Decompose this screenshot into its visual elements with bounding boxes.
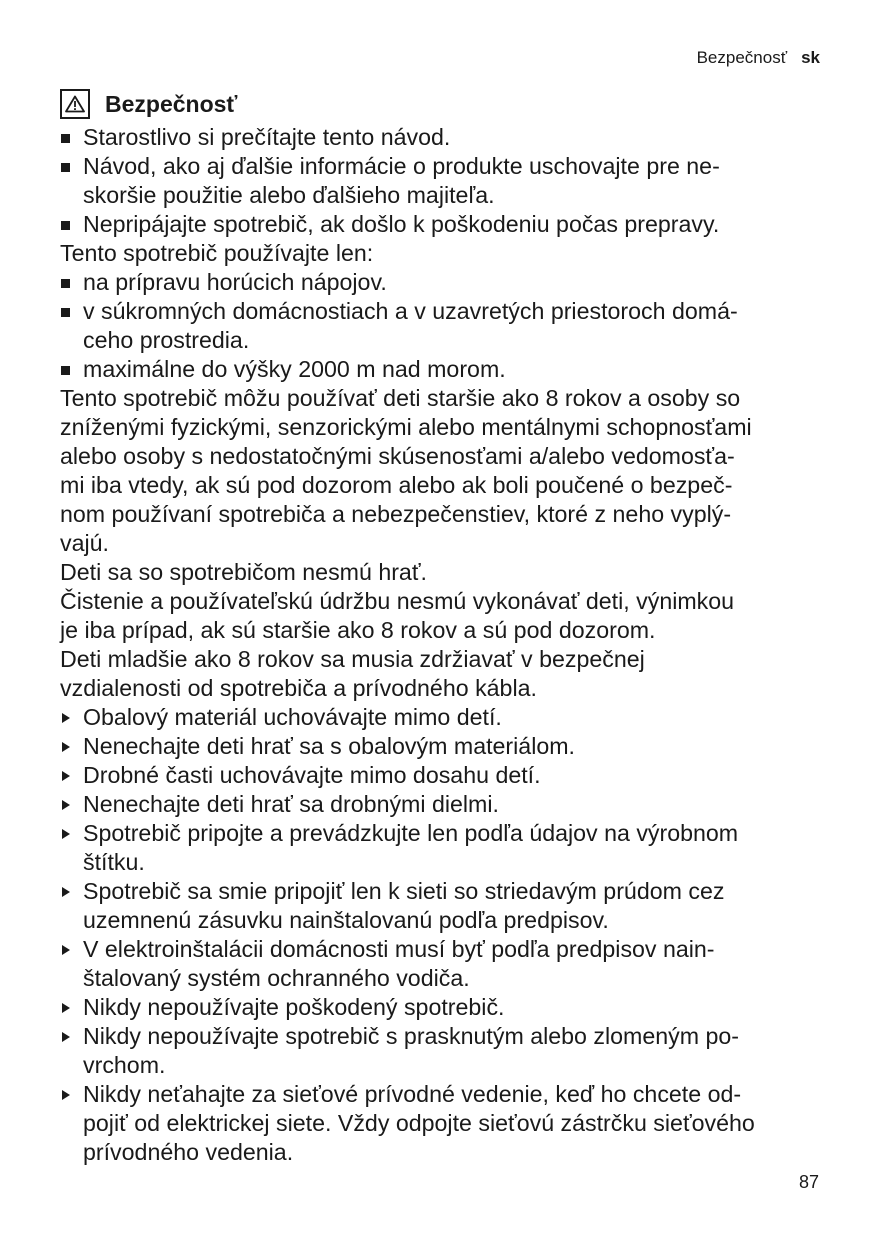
header-section-title: Bezpečnosť xyxy=(696,48,788,67)
arrow-bullet-icon xyxy=(62,713,70,723)
use-intro: Tento spotrebič používajte len: xyxy=(60,240,374,266)
text-line: nom používaní spotrebiča a nebezpečenstiev, ktoré z neho vyplý- xyxy=(60,501,732,527)
text-line: vrchom. xyxy=(83,1052,166,1078)
text-line: alebo osoby s nedostatočnými skúsenosťami a/alebo vedomosťa- xyxy=(60,443,735,469)
instruction-item xyxy=(60,703,830,732)
safety-bullets xyxy=(60,123,830,239)
instruction-list xyxy=(60,703,830,1167)
text-line: Nikdy nepoužívajte poškodený spotrebič. xyxy=(83,994,505,1020)
text-line: ceho prostredia. xyxy=(83,327,250,353)
bullet-item xyxy=(60,152,830,210)
arrow-bullet-icon xyxy=(62,1090,70,1100)
text-line: uzemnenú zásuvku nainštalovanú podľa predpisov. xyxy=(83,907,609,933)
arrow-bullet-icon xyxy=(62,742,70,752)
text-line: Nikdy nepoužívajte spotrebič s prasknutým alebo zlomeným po- xyxy=(83,1023,739,1049)
text-line: skoršie použitie alebo ďalšieho majiteľa. xyxy=(83,182,495,208)
text-line: v súkromných domácnostiach a v uzavretých priestoroch domá- xyxy=(83,298,738,324)
arrow-bullet-icon xyxy=(62,887,70,897)
text-line: Nenechajte deti hrať sa drobnými dielmi. xyxy=(83,791,499,817)
running-header xyxy=(697,47,820,69)
paragraph-play xyxy=(60,558,830,587)
text-line: Návod, ako aj ďalšie informácie o produkte uschovajte pre ne- xyxy=(83,153,720,179)
use-bullets xyxy=(60,268,830,384)
arrow-bullet-icon xyxy=(62,771,70,781)
text-line: Nenechajte deti hrať sa s obalovým materiálom. xyxy=(83,733,575,759)
bullet-item xyxy=(60,297,830,355)
text-line: zníženými fyzickými, senzorickými alebo mentálnymi schopnosťami xyxy=(60,414,752,440)
warning-triangle-icon xyxy=(60,89,90,119)
text-line: štítku. xyxy=(83,849,145,875)
text-line: Obalový materiál uchovávajte mimo detí. xyxy=(83,704,502,730)
instruction-item xyxy=(60,790,830,819)
instruction-item xyxy=(60,732,830,761)
header-language-code: sk xyxy=(801,48,820,67)
text-line: vajú. xyxy=(60,530,109,556)
paragraph-distance xyxy=(60,645,830,703)
arrow-bullet-icon xyxy=(62,1032,70,1042)
instruction-item xyxy=(60,993,830,1022)
instruction-item xyxy=(60,1080,830,1167)
text-line: štalovaný systém ochranného vodiča. xyxy=(83,965,470,991)
text-line: je iba prípad, ak sú staršie ako 8 rokov a sú pod dozorom. xyxy=(60,617,656,643)
instruction-item xyxy=(60,935,830,993)
paragraph-cleaning xyxy=(60,587,830,645)
text-line: na prípravu horúcich nápojov. xyxy=(83,269,387,295)
instruction-item xyxy=(60,877,830,935)
text-line: vzdialenosti od spotrebiča a prívodného kábla. xyxy=(60,675,537,701)
text-line: mi iba vtedy, ak sú pod dozorom alebo ak boli poučené o bezpeč- xyxy=(60,472,733,498)
text-line: Deti mladšie ako 8 rokov sa musia zdržiavať v bezpečnej xyxy=(60,646,645,672)
text-line: Starostlivo si prečítajte tento návod. xyxy=(83,124,451,150)
arrow-bullet-icon xyxy=(62,1003,70,1013)
text-line: pojiť od elektrickej siete. Vždy odpojte sieťovú zástrčku sieťového xyxy=(83,1110,755,1136)
text-line: V elektroinštalácii domácnosti musí byť podľa predpisov nain- xyxy=(83,936,715,962)
page-content xyxy=(60,85,830,1167)
instruction-item xyxy=(60,1022,830,1080)
bullet-item xyxy=(60,268,830,297)
instruction-item xyxy=(60,819,830,877)
bullet-item xyxy=(60,355,830,384)
text-line: Čistenie a používateľskú údržbu nesmú vykonávať deti, výnimkou xyxy=(60,588,735,614)
text-line: Drobné časti uchovávajte mimo dosahu detí. xyxy=(83,762,541,788)
text-line: maximálne do výšky 2000 m nad morom. xyxy=(83,356,506,382)
instruction-item xyxy=(60,761,830,790)
section-heading xyxy=(60,85,830,123)
text-line: Nikdy neťahajte za sieťové prívodné vedenie, keď ho chcete od- xyxy=(83,1081,742,1107)
page-number: 87 xyxy=(798,1172,819,1192)
paragraph-children xyxy=(60,384,830,558)
section-heading-title: Bezpečnosť xyxy=(105,90,238,117)
arrow-bullet-icon xyxy=(62,945,70,955)
text-line: prívodného vedenia. xyxy=(83,1139,294,1165)
bullet-item xyxy=(60,123,830,152)
text-line: Spotrebič sa smie pripojiť len k sieti so striedavým prúdom cez xyxy=(83,878,725,904)
text-line: Nepripájajte spotrebič, ak došlo k poškodeniu počas prepravy. xyxy=(83,211,720,237)
text-line: Spotrebič pripojte a prevádzkujte len podľa údajov na výrobnom xyxy=(83,820,739,846)
text-line: Deti sa so spotrebičom nesmú hrať. xyxy=(60,559,427,585)
arrow-bullet-icon xyxy=(62,800,70,810)
bullet-item xyxy=(60,210,830,239)
arrow-bullet-icon xyxy=(62,829,70,839)
text-line: Tento spotrebič môžu používať deti staršie ako 8 rokov a osoby so xyxy=(60,385,741,411)
